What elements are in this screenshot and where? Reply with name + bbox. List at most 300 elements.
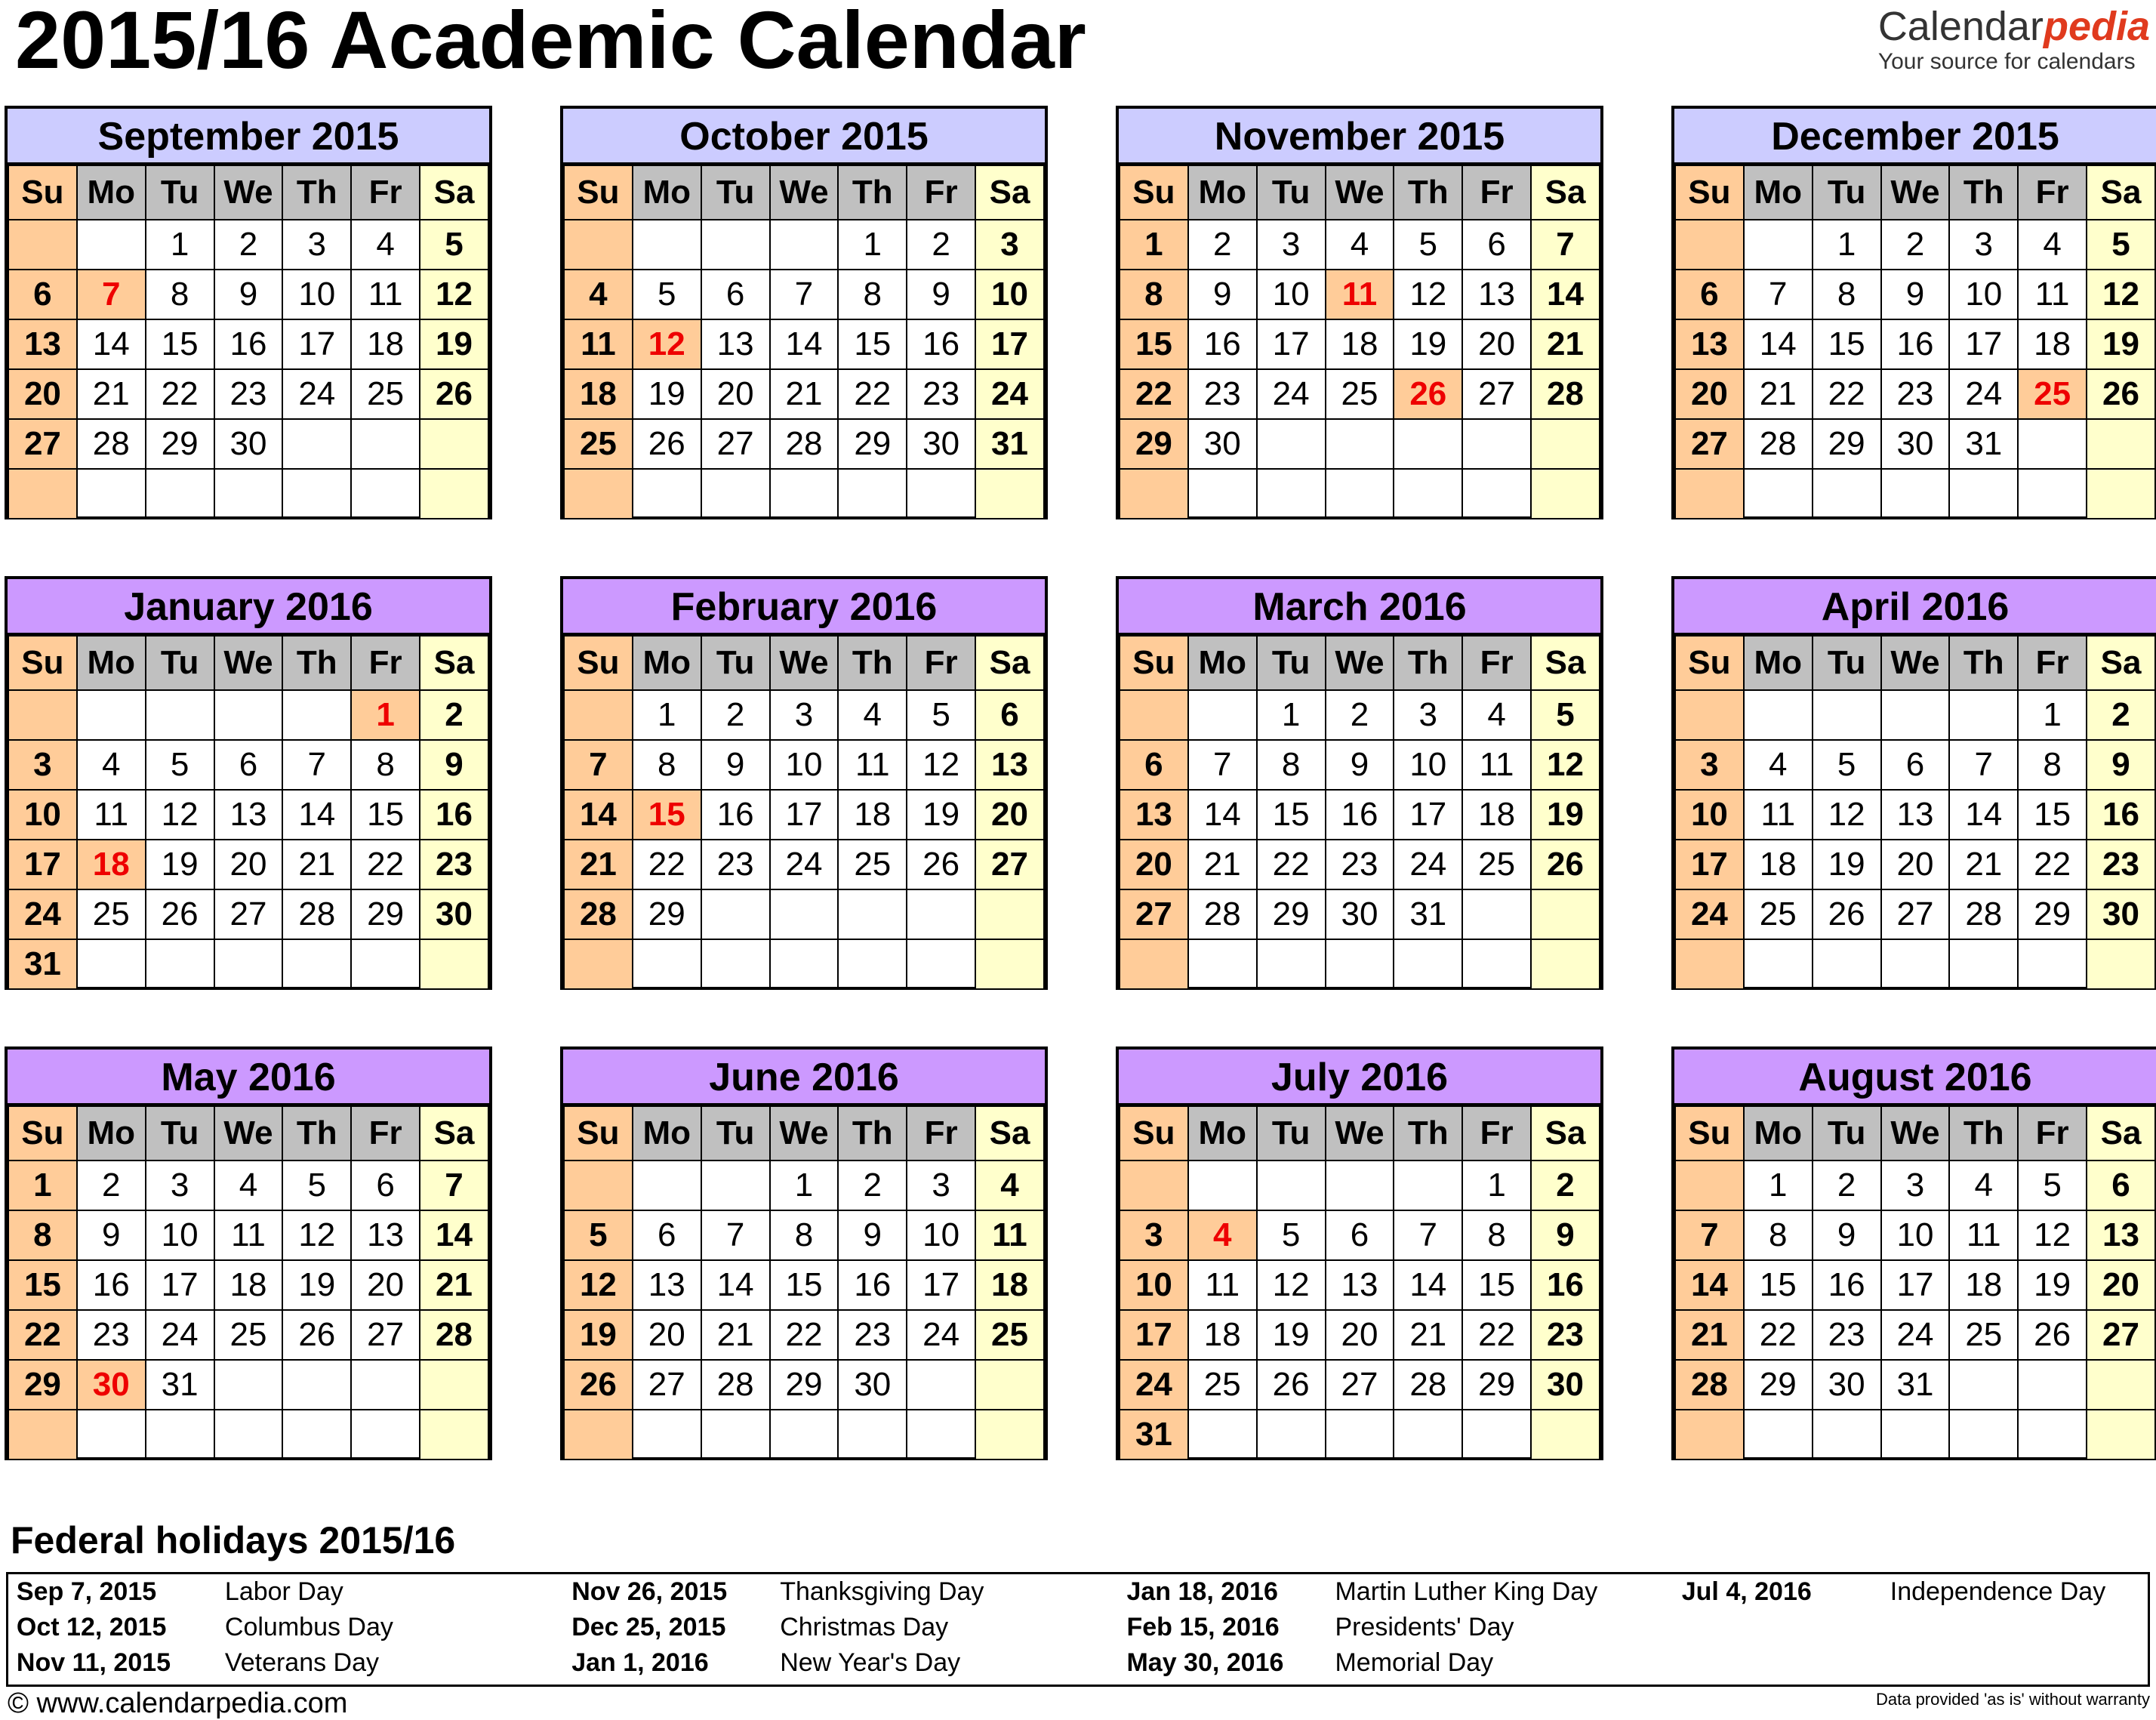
empty-day-cell bbox=[1881, 1410, 1950, 1460]
day-cell: 27 bbox=[1881, 889, 1950, 939]
empty-day-cell bbox=[907, 469, 975, 519]
holiday-name: New Year's Day bbox=[780, 1648, 961, 1677]
day-cell: 16 bbox=[1881, 319, 1950, 369]
empty-day-cell bbox=[1531, 889, 1600, 939]
day-cell: 26 bbox=[420, 369, 488, 419]
day-cell: 30 bbox=[2087, 889, 2155, 939]
day-cell: 16 bbox=[1813, 1260, 1881, 1310]
weekday-label: Sa bbox=[975, 165, 1044, 220]
holiday-item bbox=[17, 1574, 545, 1610]
day-cell: 6 bbox=[701, 270, 770, 319]
day-cell: 10 bbox=[8, 790, 77, 840]
day-cell: 8 bbox=[1120, 270, 1188, 319]
day-cell: 7 bbox=[1744, 270, 1813, 319]
month-title: February 2016 bbox=[563, 579, 1045, 635]
empty-day-cell bbox=[770, 220, 839, 270]
empty-day-cell bbox=[8, 1410, 77, 1460]
empty-day-cell bbox=[282, 690, 351, 740]
month-calendar bbox=[560, 576, 1048, 990]
empty-day-cell bbox=[1326, 469, 1394, 519]
month-calendar bbox=[560, 106, 1048, 519]
day-cell: 19 bbox=[1394, 319, 1462, 369]
weekday-label: Th bbox=[1394, 636, 1462, 690]
empty-day-cell bbox=[1394, 419, 1462, 469]
weekday-header-row bbox=[8, 636, 488, 690]
day-cell: 6 bbox=[351, 1161, 420, 1210]
empty-day-cell bbox=[838, 939, 907, 989]
day-cell: 10 bbox=[1120, 1260, 1188, 1310]
day-cell: 28 bbox=[701, 1360, 770, 1410]
day-cell: 30 bbox=[214, 419, 283, 469]
weekday-label: Th bbox=[282, 1106, 351, 1161]
day-cell: 20 bbox=[975, 790, 1044, 840]
logo-brand-main: Calendar bbox=[1877, 4, 2044, 49]
empty-day-cell bbox=[1949, 1410, 2018, 1460]
day-cell: 27 bbox=[975, 840, 1044, 889]
day-cell: 10 bbox=[1675, 790, 1744, 840]
day-cell: 13 bbox=[633, 1260, 701, 1310]
day-cell: 17 bbox=[1120, 1310, 1188, 1360]
holiday-name: Columbus Day bbox=[224, 1613, 393, 1641]
day-cell: 7 bbox=[1949, 740, 2018, 790]
empty-day-cell bbox=[1675, 469, 1744, 519]
day-cell: 29 bbox=[770, 1360, 839, 1410]
empty-day-cell bbox=[282, 1410, 351, 1460]
day-cell: 10 bbox=[1881, 1210, 1950, 1260]
weekday-label: Th bbox=[838, 165, 907, 220]
empty-day-cell bbox=[2087, 469, 2155, 519]
empty-day-cell bbox=[975, 1360, 1044, 1410]
holiday-column bbox=[1682, 1574, 2156, 1610]
holiday-date: Feb 15, 2016 bbox=[1126, 1613, 1280, 1641]
weekday-label: Su bbox=[1120, 1106, 1188, 1161]
day-cell: 20 bbox=[1120, 840, 1188, 889]
holiday-date: Jan 1, 2016 bbox=[571, 1648, 709, 1677]
day-cell: 12 bbox=[2087, 270, 2155, 319]
day-cell: 1 bbox=[1744, 1161, 1813, 1210]
day-cell: 17 bbox=[1394, 790, 1462, 840]
day-cell: 4 bbox=[975, 1161, 1044, 1210]
day-cell: 18 bbox=[838, 790, 907, 840]
day-cell: 12 bbox=[146, 790, 214, 840]
day-cell: 4 bbox=[838, 690, 907, 740]
weekday-label: Fr bbox=[2018, 1106, 2087, 1161]
day-cell: 25 bbox=[351, 369, 420, 419]
empty-day-cell bbox=[907, 939, 975, 989]
day-cell: 30 bbox=[1326, 889, 1394, 939]
holiday-item bbox=[571, 1610, 1100, 1645]
empty-day-cell bbox=[77, 690, 146, 740]
week-row bbox=[8, 319, 488, 369]
week-row bbox=[8, 419, 488, 469]
weekday-header-row bbox=[1675, 636, 2155, 690]
empty-day-cell bbox=[1462, 419, 1531, 469]
day-cell: 25 bbox=[1462, 840, 1531, 889]
empty-day-cell bbox=[420, 1410, 488, 1460]
day-cell: 19 bbox=[420, 319, 488, 369]
weekday-header-row bbox=[8, 1106, 488, 1161]
weekday-label: Su bbox=[1120, 636, 1188, 690]
day-cell: 15 bbox=[1462, 1260, 1531, 1310]
empty-day-cell bbox=[1881, 690, 1950, 740]
weekday-label: Tu bbox=[1813, 1106, 1881, 1161]
day-cell: 12 bbox=[1394, 270, 1462, 319]
month-title: June 2016 bbox=[563, 1050, 1045, 1105]
weekday-label: Su bbox=[564, 1106, 633, 1161]
empty-day-cell bbox=[351, 419, 420, 469]
day-cell: 9 bbox=[907, 270, 975, 319]
empty-day-cell bbox=[1813, 690, 1881, 740]
weekday-label: Sa bbox=[1531, 165, 1600, 220]
day-cell: 14 bbox=[420, 1210, 488, 1260]
day-cell: 16 bbox=[420, 790, 488, 840]
empty-day-cell bbox=[975, 1410, 1044, 1460]
month-calendar bbox=[5, 1046, 492, 1460]
day-cell: 22 bbox=[2018, 840, 2087, 889]
day-cell: 23 bbox=[907, 369, 975, 419]
day-cell: 16 bbox=[907, 319, 975, 369]
day-cell: 11 bbox=[1462, 740, 1531, 790]
day-cell: 3 bbox=[1120, 1210, 1188, 1260]
holiday-item bbox=[1682, 1574, 2156, 1610]
empty-day-cell bbox=[1257, 1161, 1326, 1210]
empty-day-cell bbox=[1813, 939, 1881, 989]
day-cell: 5 bbox=[564, 1210, 633, 1260]
empty-day-cell bbox=[1394, 469, 1462, 519]
empty-day-cell bbox=[214, 1410, 283, 1460]
holiday-column bbox=[17, 1574, 545, 1681]
day-cell: 29 bbox=[1813, 419, 1881, 469]
weekday-header-row bbox=[8, 165, 488, 220]
day-cell: 17 bbox=[1675, 840, 1744, 889]
day-cell: 24 bbox=[975, 369, 1044, 419]
weekday-label: Th bbox=[1949, 636, 2018, 690]
day-cell: 4 bbox=[351, 220, 420, 270]
day-cell: 28 bbox=[420, 1310, 488, 1360]
empty-day-cell bbox=[1326, 1161, 1394, 1210]
footer-url[interactable]: © www.calendarpedia.com bbox=[8, 1688, 348, 1719]
weekday-label: We bbox=[214, 165, 283, 220]
week-row bbox=[1120, 469, 1600, 519]
day-cell: 4 bbox=[1326, 220, 1394, 270]
day-cell: 14 bbox=[77, 319, 146, 369]
week-row bbox=[1120, 1260, 1600, 1310]
holiday-name: Martin Luther King Day bbox=[1335, 1577, 1598, 1606]
empty-day-cell bbox=[351, 1360, 420, 1410]
empty-day-cell bbox=[1531, 1410, 1600, 1460]
day-cell: 13 bbox=[1120, 790, 1188, 840]
week-row bbox=[564, 369, 1044, 419]
day-cell: 27 bbox=[1326, 1360, 1394, 1410]
day-cell: 8 bbox=[838, 270, 907, 319]
weekday-label: Th bbox=[282, 636, 351, 690]
weekday-label: Tu bbox=[701, 165, 770, 220]
day-cell: 12 bbox=[564, 1260, 633, 1310]
day-cell: 31 bbox=[1394, 889, 1462, 939]
week-row bbox=[1120, 790, 1600, 840]
week-row bbox=[1120, 889, 1600, 939]
day-cell: 17 bbox=[146, 1260, 214, 1310]
day-cell: 24 bbox=[1257, 369, 1326, 419]
day-cell: 5 bbox=[2018, 1161, 2087, 1210]
day-cell: 9 bbox=[1326, 740, 1394, 790]
weekday-label: Mo bbox=[1188, 1106, 1257, 1161]
day-cell: 16 bbox=[838, 1260, 907, 1310]
weekday-label: Mo bbox=[77, 636, 146, 690]
weekday-label: Mo bbox=[633, 636, 701, 690]
day-cell: 18 bbox=[2018, 319, 2087, 369]
weekday-header-row bbox=[564, 636, 1044, 690]
weekday-label: We bbox=[1881, 1106, 1950, 1161]
day-cell: 11 bbox=[838, 740, 907, 790]
empty-day-cell bbox=[1744, 690, 1813, 740]
day-cell: 18 bbox=[77, 840, 146, 889]
day-cell: 24 bbox=[1120, 1360, 1188, 1410]
day-cell: 10 bbox=[1949, 270, 2018, 319]
weekday-label: Th bbox=[282, 165, 351, 220]
day-cell: 10 bbox=[1257, 270, 1326, 319]
weekday-label: Fr bbox=[351, 165, 420, 220]
empty-day-cell bbox=[1188, 690, 1257, 740]
day-cell: 13 bbox=[701, 319, 770, 369]
day-cell: 31 bbox=[975, 419, 1044, 469]
day-cell: 2 bbox=[77, 1161, 146, 1210]
day-cell: 24 bbox=[1949, 369, 2018, 419]
month-title: October 2015 bbox=[563, 109, 1045, 165]
day-cell: 10 bbox=[282, 270, 351, 319]
empty-day-cell bbox=[2018, 1410, 2087, 1460]
empty-day-cell bbox=[1188, 469, 1257, 519]
day-cell: 19 bbox=[146, 840, 214, 889]
day-cell: 3 bbox=[975, 220, 1044, 270]
empty-day-cell bbox=[1188, 939, 1257, 989]
day-cell: 19 bbox=[1531, 790, 1600, 840]
empty-day-cell bbox=[838, 889, 907, 939]
month-table bbox=[8, 165, 489, 519]
day-cell: 10 bbox=[907, 1210, 975, 1260]
holiday-date: Jul 4, 2016 bbox=[1681, 1577, 1812, 1606]
week-row bbox=[8, 690, 488, 740]
weekday-label: Mo bbox=[1188, 636, 1257, 690]
weekday-label: Sa bbox=[2087, 165, 2155, 220]
empty-day-cell bbox=[146, 939, 214, 989]
empty-day-cell bbox=[1120, 1161, 1188, 1210]
day-cell: 19 bbox=[1257, 1310, 1326, 1360]
month-title: May 2016 bbox=[8, 1050, 489, 1105]
day-cell: 6 bbox=[1462, 220, 1531, 270]
weekday-label: We bbox=[1326, 165, 1394, 220]
day-cell: 10 bbox=[975, 270, 1044, 319]
weekday-label: We bbox=[1881, 165, 1950, 220]
day-cell: 8 bbox=[146, 270, 214, 319]
weekday-label: Mo bbox=[633, 165, 701, 220]
day-cell: 27 bbox=[1675, 419, 1744, 469]
day-cell: 6 bbox=[2087, 1161, 2155, 1210]
month-table bbox=[8, 1105, 489, 1460]
day-cell: 21 bbox=[282, 840, 351, 889]
day-cell: 8 bbox=[770, 1210, 839, 1260]
month-title: January 2016 bbox=[8, 579, 489, 635]
day-cell: 15 bbox=[1813, 319, 1881, 369]
empty-day-cell bbox=[1744, 1410, 1813, 1460]
weekday-label: Su bbox=[1675, 1106, 1744, 1161]
day-cell: 6 bbox=[1120, 740, 1188, 790]
month-calendar bbox=[1116, 106, 1603, 519]
day-cell: 25 bbox=[1326, 369, 1394, 419]
empty-day-cell bbox=[1257, 469, 1326, 519]
day-cell: 17 bbox=[1881, 1260, 1950, 1310]
holiday-item bbox=[17, 1610, 545, 1645]
day-cell: 31 bbox=[146, 1360, 214, 1410]
day-cell: 5 bbox=[146, 740, 214, 790]
day-cell: 2 bbox=[1881, 220, 1950, 270]
day-cell: 29 bbox=[838, 419, 907, 469]
day-cell: 11 bbox=[975, 1210, 1044, 1260]
empty-day-cell bbox=[77, 1410, 146, 1460]
day-cell: 13 bbox=[975, 740, 1044, 790]
day-cell: 8 bbox=[1257, 740, 1326, 790]
week-row bbox=[564, 469, 1044, 519]
month-table bbox=[563, 1105, 1045, 1460]
empty-day-cell bbox=[1257, 939, 1326, 989]
day-cell: 4 bbox=[2018, 220, 2087, 270]
empty-day-cell bbox=[1813, 469, 1881, 519]
empty-day-cell bbox=[633, 220, 701, 270]
day-cell: 4 bbox=[1744, 740, 1813, 790]
day-cell: 21 bbox=[420, 1260, 488, 1310]
day-cell: 25 bbox=[214, 1310, 283, 1360]
day-cell: 19 bbox=[2087, 319, 2155, 369]
week-row bbox=[1120, 840, 1600, 889]
day-cell: 7 bbox=[282, 740, 351, 790]
day-cell: 5 bbox=[420, 220, 488, 270]
empty-day-cell bbox=[420, 939, 488, 989]
empty-day-cell bbox=[1188, 1161, 1257, 1210]
weekday-label: Fr bbox=[2018, 636, 2087, 690]
day-cell: 7 bbox=[564, 740, 633, 790]
day-cell: 14 bbox=[1949, 790, 2018, 840]
month-table bbox=[1119, 165, 1600, 519]
empty-day-cell bbox=[1531, 419, 1600, 469]
weekday-label: Fr bbox=[907, 165, 975, 220]
empty-day-cell bbox=[214, 690, 283, 740]
month-title: August 2016 bbox=[1674, 1050, 2156, 1105]
empty-day-cell bbox=[1744, 220, 1813, 270]
empty-day-cell bbox=[1462, 939, 1531, 989]
day-cell: 31 bbox=[1120, 1410, 1188, 1460]
empty-day-cell bbox=[1394, 1410, 1462, 1460]
empty-day-cell bbox=[975, 939, 1044, 989]
weekday-header-row bbox=[1120, 165, 1600, 220]
empty-day-cell bbox=[2087, 1360, 2155, 1410]
weekday-label: We bbox=[214, 636, 283, 690]
day-cell: 26 bbox=[282, 1310, 351, 1360]
week-row bbox=[8, 270, 488, 319]
day-cell: 14 bbox=[564, 790, 633, 840]
day-cell: 26 bbox=[907, 840, 975, 889]
empty-day-cell bbox=[77, 220, 146, 270]
weekday-label: Su bbox=[1120, 165, 1188, 220]
day-cell: 19 bbox=[564, 1310, 633, 1360]
day-cell: 13 bbox=[8, 319, 77, 369]
day-cell: 3 bbox=[1675, 740, 1744, 790]
day-cell: 6 bbox=[214, 740, 283, 790]
week-row bbox=[8, 1161, 488, 1210]
day-cell: 9 bbox=[214, 270, 283, 319]
day-cell: 8 bbox=[2018, 740, 2087, 790]
day-cell: 24 bbox=[770, 840, 839, 889]
day-cell: 12 bbox=[282, 1210, 351, 1260]
day-cell: 20 bbox=[1462, 319, 1531, 369]
day-cell: 23 bbox=[77, 1310, 146, 1360]
calendarpedia-logo[interactable] bbox=[1878, 3, 2150, 74]
day-cell: 15 bbox=[8, 1260, 77, 1310]
day-cell: 25 bbox=[1188, 1360, 1257, 1410]
empty-day-cell bbox=[2018, 419, 2087, 469]
holidays-title: Federal holidays 2015/16 bbox=[11, 1519, 456, 1561]
week-row bbox=[564, 790, 1044, 840]
empty-day-cell bbox=[701, 889, 770, 939]
empty-day-cell bbox=[2087, 939, 2155, 989]
month-table bbox=[1119, 635, 1600, 990]
day-cell: 31 bbox=[8, 939, 77, 989]
day-cell: 22 bbox=[351, 840, 420, 889]
day-cell: 21 bbox=[77, 369, 146, 419]
week-row bbox=[564, 1410, 1044, 1460]
day-cell: 7 bbox=[1188, 740, 1257, 790]
week-row bbox=[1675, 419, 2155, 469]
day-cell: 5 bbox=[907, 690, 975, 740]
day-cell: 21 bbox=[1394, 1310, 1462, 1360]
weekday-label: Tu bbox=[1813, 636, 1881, 690]
day-cell: 13 bbox=[1881, 790, 1950, 840]
weekday-label: Th bbox=[1394, 1106, 1462, 1161]
empty-day-cell bbox=[1949, 690, 2018, 740]
month-calendar bbox=[560, 1046, 1048, 1460]
day-cell: 23 bbox=[420, 840, 488, 889]
weekday-label: Tu bbox=[701, 636, 770, 690]
day-cell: 30 bbox=[838, 1360, 907, 1410]
weekday-label: Tu bbox=[1813, 165, 1881, 220]
day-cell: 17 bbox=[1949, 319, 2018, 369]
day-cell: 2 bbox=[420, 690, 488, 740]
day-cell: 2 bbox=[2087, 690, 2155, 740]
day-cell: 8 bbox=[1813, 270, 1881, 319]
day-cell: 25 bbox=[564, 419, 633, 469]
day-cell: 20 bbox=[701, 369, 770, 419]
day-cell: 9 bbox=[420, 740, 488, 790]
weekday-label: Sa bbox=[1531, 1106, 1600, 1161]
empty-day-cell bbox=[282, 469, 351, 519]
week-row bbox=[8, 1260, 488, 1310]
week-row bbox=[8, 889, 488, 939]
day-cell: 20 bbox=[1675, 369, 1744, 419]
week-row bbox=[564, 1360, 1044, 1410]
day-cell: 13 bbox=[1326, 1260, 1394, 1310]
day-cell: 12 bbox=[907, 740, 975, 790]
week-row bbox=[8, 840, 488, 889]
footer-note: Data provided 'as is' without warranty bbox=[1875, 1690, 2150, 1709]
holiday-name: Veterans Day bbox=[224, 1648, 380, 1677]
day-cell: 6 bbox=[975, 690, 1044, 740]
day-cell: 22 bbox=[633, 840, 701, 889]
week-row bbox=[1120, 690, 1600, 740]
empty-day-cell bbox=[701, 1410, 770, 1460]
logo-brand-accent: pedia bbox=[2043, 4, 2150, 49]
day-cell: 16 bbox=[1326, 790, 1394, 840]
day-cell: 9 bbox=[1188, 270, 1257, 319]
day-cell: 14 bbox=[1744, 319, 1813, 369]
